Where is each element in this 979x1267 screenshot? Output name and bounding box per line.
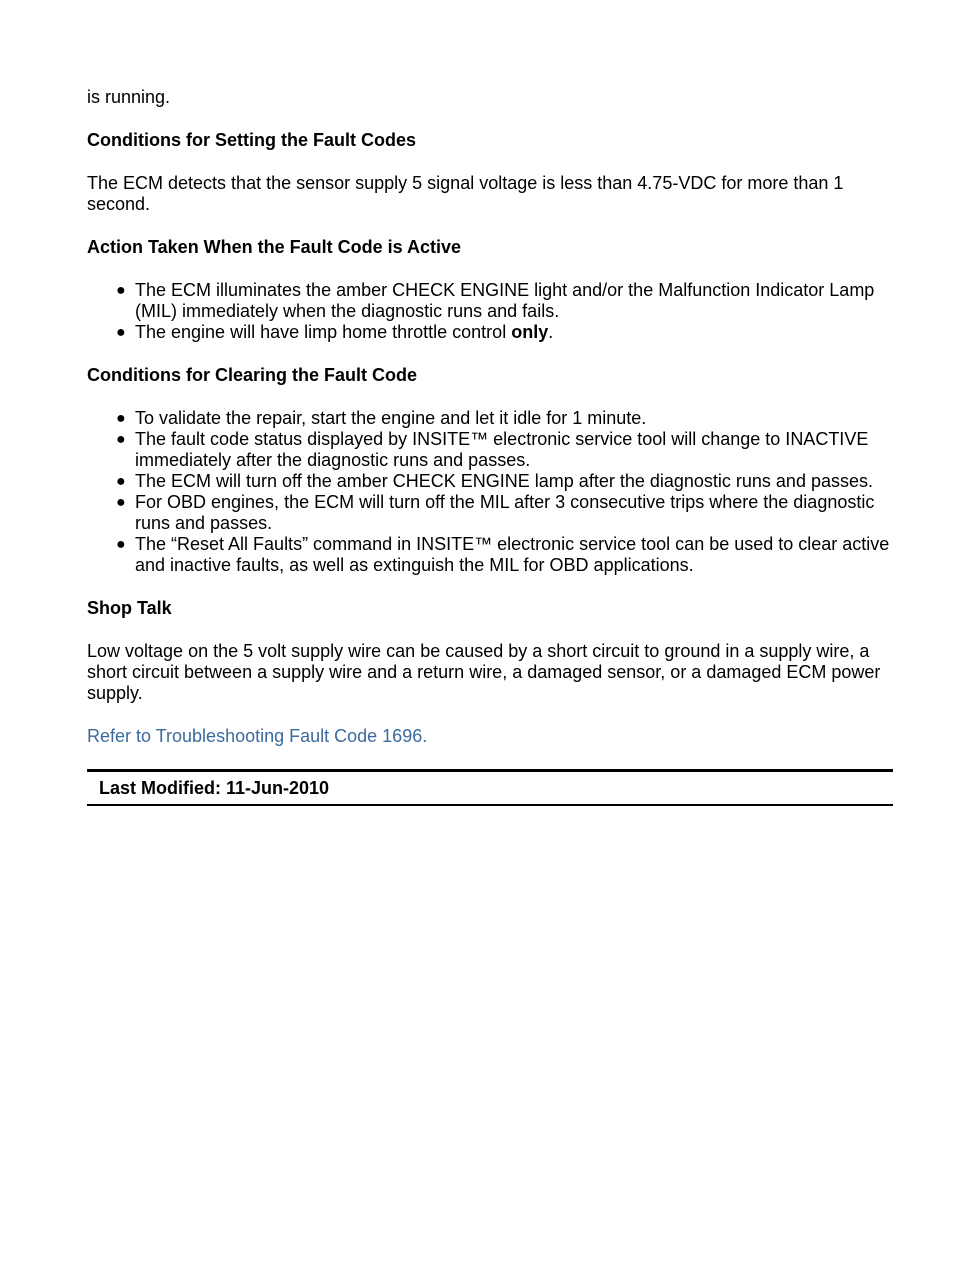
list-item-text: The fault code status displayed by INSITE™ electronic service tool will change to INACTIVE immediately after the diagnostic runs and passes. — [135, 429, 869, 470]
continuation-text: is running. — [87, 87, 171, 107]
troubleshooting-link[interactable]: Refer to Troubleshooting Fault Code 1696. — [87, 726, 428, 746]
bullet-icon: ● — [116, 473, 126, 490]
document-page — [87, 87, 893, 806]
heading-setting-conditions: Conditions for Setting the Fault Codes — [87, 130, 416, 150]
heading-clearing-conditions: Conditions for Clearing the Fault Code — [87, 365, 417, 385]
list-item-text: The “Reset All Faults” command in INSITE™ electronic service tool can be used to clear active and inactive faults, as well as extinguish the MIL for OBD applications. — [135, 534, 890, 575]
last-modified-bar — [87, 769, 893, 806]
list-item-suffix: . — [548, 322, 554, 342]
last-modified-text: Last Modified: 11-Jun-2010 — [99, 778, 330, 798]
list-item-text: The engine will have limp home throttle control — [135, 322, 512, 342]
shop-talk-text: Low voltage on the 5 volt supply wire can be caused by a short circuit to ground in a supply wire, a short circuit between a supply wire and a return wire, a damaged sensor, or a damaged ECM power supply. — [87, 641, 881, 703]
list-item — [116, 492, 893, 534]
list-item — [116, 322, 893, 343]
list-item-text: The ECM will turn off the amber CHECK ENGINE lamp after the diagnostic runs and passes. — [135, 471, 873, 491]
setting-conditions-text: The ECM detects that the sensor supply 5 signal voltage is less than 4.75-VDC for more than 1 second. — [87, 173, 844, 214]
list-item — [116, 408, 893, 429]
bullet-icon: ● — [116, 324, 126, 341]
bullet-icon: ● — [116, 536, 126, 553]
list-item — [116, 471, 893, 492]
action-list — [87, 280, 893, 343]
list-item-text: The ECM illuminates the amber CHECK ENGINE light and/or the Malfunction Indicator Lamp (MIL) immediately when the diagnostic runs and fails. — [135, 280, 875, 321]
bullet-icon: ● — [116, 431, 126, 448]
list-item — [116, 534, 893, 576]
heading-action-taken: Action Taken When the Fault Code is Active — [87, 237, 462, 257]
heading-shop-talk: Shop Talk — [87, 598, 172, 618]
bullet-icon: ● — [116, 494, 126, 511]
clearing-list — [87, 408, 893, 576]
bullet-icon: ● — [116, 410, 126, 427]
list-item-text: To validate the repair, start the engine and let it idle for 1 minute. — [135, 408, 647, 428]
list-item — [116, 280, 893, 322]
emphasis-text: only — [511, 322, 549, 342]
list-item — [116, 429, 893, 471]
list-item-text: For OBD engines, the ECM will turn off the MIL after 3 consecutive trips where the diagnostic runs and passes. — [135, 492, 875, 533]
bullet-icon: ● — [116, 282, 126, 299]
